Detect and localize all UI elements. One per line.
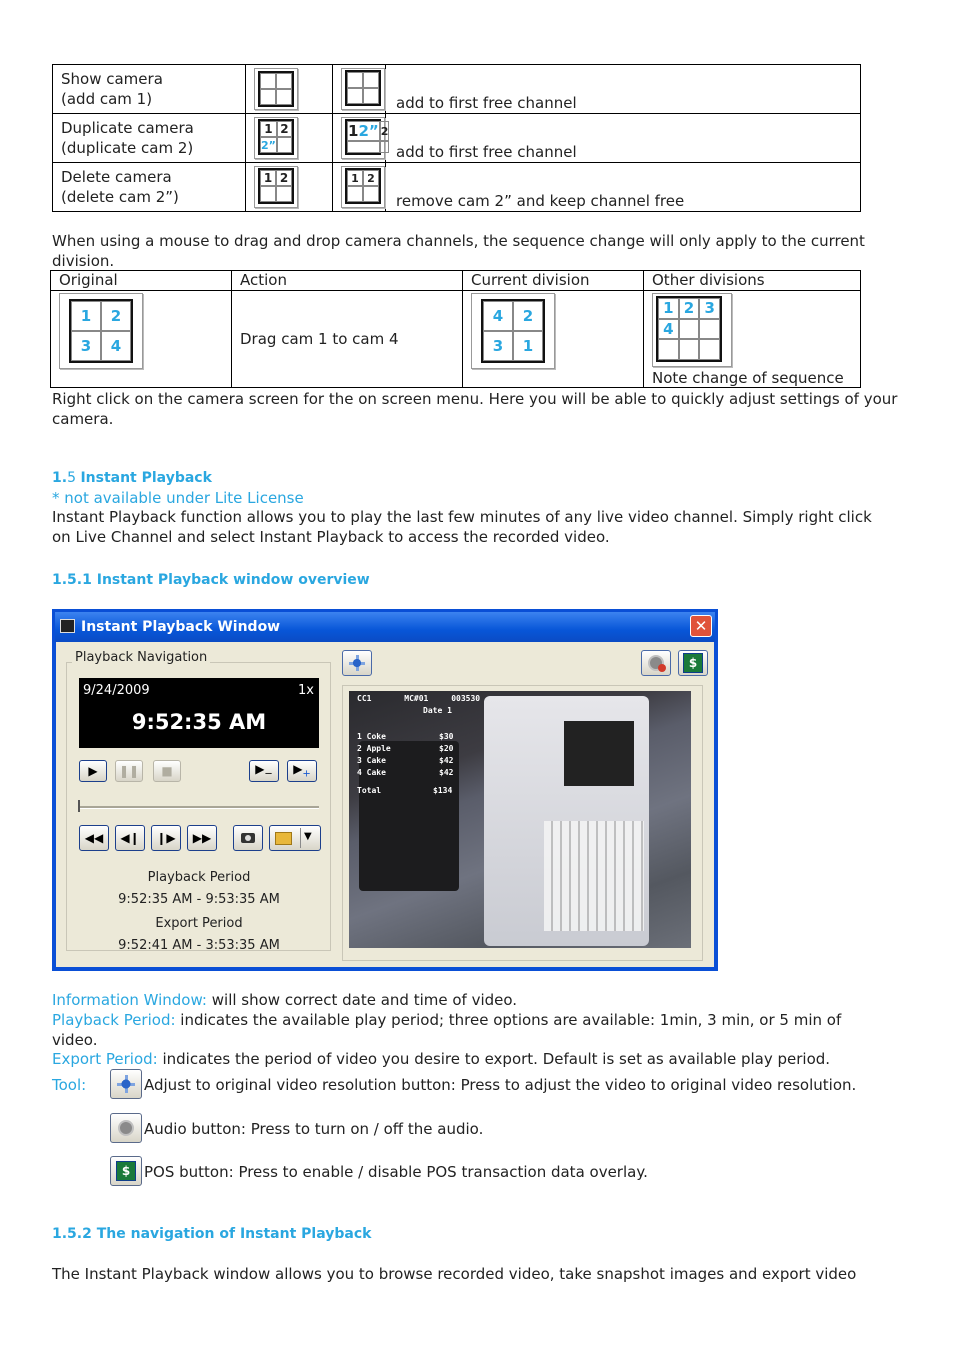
fast-rewind-icon: ◀◀ [84,831,104,845]
section-heading [52,468,212,488]
overlay-item [357,755,517,767]
overlay-item [357,767,517,779]
col-header: Other divisions [644,271,861,291]
overlay-item-price: $20 [439,744,454,753]
tool-desc: Adjust to original video resolution button: Press to adjust the video to original video resolution. [144,1076,857,1094]
grid-cell: 1 [658,298,679,319]
overlay-total: $134 [433,786,453,795]
playback-slider[interactable] [79,806,319,809]
overlay-item-name: 2 Apple [357,744,391,753]
delete-grid-after [345,168,381,204]
row-note: add to first free channel [396,143,577,161]
grid-cell: 1 [260,170,276,186]
subsection-heading: 1.5.1 Instant Playback window overview [52,572,370,588]
snapshot-button[interactable] [233,825,263,851]
window-title: Instant Playback Window [81,619,281,635]
overlay-item-price: $42 [439,768,454,777]
grid-cell: 4 [658,319,679,340]
tool-desc: Audio button: Press to turn on / off the audio. [144,1120,484,1138]
terminal-keypad [544,821,644,931]
dropdown-divider [300,828,301,848]
current-division-grid [481,299,545,363]
drag-action: Drag cam 1 to cam 4 [232,291,463,388]
stop-button[interactable] [153,760,181,782]
tool-audio-icon-sample [110,1113,142,1143]
info-window-desc [52,990,517,1010]
overlay-header: CC1 [357,694,372,703]
tool-resolution-icon-sample [110,1069,142,1099]
drag-sequence-table [50,270,861,388]
playback-period-desc [52,1010,882,1050]
info-date: 9/24/2009 [83,683,150,698]
tool-label: Tool: [52,1076,87,1094]
grid-cell: 4 [483,301,513,331]
original-resolution-button[interactable] [342,650,372,676]
grid-cell: 2 [380,121,390,141]
desc-label: Information Window: [52,991,207,1009]
col-header: Current division [463,271,644,291]
grid-cell: 3 [71,331,101,361]
section-body: Instant Playback function allows you to play the last few minutes of any live video channel. Simply right click on Live Channel and select Instant Playback to access the recorded video. [52,508,872,546]
grid-cell: 2 [101,301,131,331]
resolution-icon [349,655,365,671]
frame-back-icon: ◀❙ [120,831,140,845]
row-detail: (delete cam 2”) [61,188,179,206]
tool-pos-icon-sample [110,1156,142,1186]
delete-grid-before [258,168,294,204]
grid-cell: 2 [679,298,700,319]
window-body [56,642,714,967]
instant-playback-window [52,609,718,971]
step-back-button[interactable] [249,760,279,782]
desc-label: Playback Period: [52,1011,176,1029]
frame-forward-icon: ❙▶ [156,831,176,845]
row-detail: (duplicate cam 2) [61,139,194,157]
slider-handle[interactable] [78,800,80,812]
play-minus-icon: $▶_-$ [255,762,273,780]
frame-forward-button[interactable] [151,825,181,851]
grid-cell: 2 [513,301,543,331]
fast-rewind-button[interactable] [79,825,109,851]
audio-button[interactable] [641,650,671,676]
row-action: Show camera [61,70,163,88]
export-period-label: Export Period [155,916,243,931]
video-panel [342,685,703,961]
grid-cell: 1 [348,122,359,140]
overlay-item-name: 4 Cake [357,768,386,777]
app-icon [60,619,75,633]
audio-icon [118,1120,134,1136]
col-header: Original [51,271,232,291]
pos-dollar-icon: $ [116,1161,136,1181]
overlay-item-name: 3 Cake [357,756,386,765]
step-forward-button[interactable] [287,760,317,782]
grid-cell: 3 [483,331,513,361]
overlay-header: 003530 [451,694,481,703]
desc-text: indicates the available play period; three options are available: 1min, 3 min, or 5 min of video. [52,1011,842,1049]
row-note: remove cam 2” and keep channel free [396,192,685,210]
window-titlebar[interactable] [55,612,715,642]
grid-cell: 2” [358,122,379,140]
info-time: 9:52:35 AM [131,710,267,734]
info-speed: 1x [298,683,314,698]
pause-button[interactable] [115,760,143,782]
subsection-heading: 1.5.2 The navigation of Instant Playback [52,1226,372,1242]
license-note: * not available under Lite License [52,489,304,507]
overlay-date: Date 1 [423,706,452,715]
col-header: Action [232,271,463,291]
other-divisions-grid [656,296,722,362]
close-button[interactable] [690,615,712,637]
pause-icon: ❚❚ [118,764,140,778]
export-button[interactable] [269,825,321,851]
overlay-item-name: 1 Coke [357,732,386,741]
row-detail: (add cam 1) [61,90,153,108]
grid-cell: 1 [513,331,543,361]
grid-cell: 2 [363,170,379,186]
overlay-item [357,731,517,743]
overlay-item-price: $30 [439,732,454,741]
play-plus-icon: $▶_+$ [293,762,311,780]
play-button[interactable] [79,760,107,782]
frame-back-button[interactable] [115,825,145,851]
information-window [79,678,319,748]
export-period-desc [52,1049,902,1069]
row-note: add to first free channel [396,94,577,112]
other-divisions-note: Note change of sequence [652,369,844,387]
row-action: Duplicate camera [61,119,194,137]
playback-period-value: 9:52:35 AM - 9:53:35 AM [118,892,280,907]
section-title: Instant Playback [80,470,212,486]
desc-text: will show correct date and time of video. [206,991,518,1009]
grid-cell: 2” [261,138,276,152]
close-icon: ✕ [694,617,708,635]
grid-cell: 1 [347,170,363,186]
grid-cell: 1 [71,301,101,331]
empty-grid-after [345,70,381,106]
desc-text: indicates the period of video you desire to export. Default is set as available play period. [157,1050,831,1068]
terminal-display [564,721,634,786]
playback-period-label: Playback Period [147,870,251,885]
overlay-header: MC#01 [404,694,429,703]
stop-icon: ■ [161,764,173,778]
tool-desc: POS button: Press to enable / disable POS transaction data overlay. [144,1163,648,1181]
fast-forward-button[interactable] [187,825,217,851]
section-number-suffix: 5 [67,470,76,486]
empty-grid-before [258,71,294,107]
drag-note: When using a mouse to drag and drop camera channels, the sequence change will only apply to the current division. [52,232,865,270]
group-label: Playback Navigation [72,650,210,665]
play-icon: ▶ [88,764,98,778]
folder-export-icon [275,832,292,845]
grid-cell: 2 [277,121,292,137]
overlay-item [357,743,517,755]
pos-overlay [357,693,517,797]
duplicate-grid-before [258,119,294,155]
right-click-note: Right click on the camera screen for the on screen menu. Here you will be able to quickly adjust settings of your camera. [52,390,898,428]
grid-cell: 3 [699,298,720,319]
grid-cell: 2 [276,170,292,186]
resolution-icon [117,1075,135,1093]
original-grid [69,299,133,363]
pos-button[interactable] [678,650,708,676]
camera-operations-table [52,64,861,212]
pos-dollar-icon: $ [683,653,703,673]
video-display[interactable] [349,691,691,948]
section-body: The Instant Playback window allows you to browse recorded video, take snapshot images and export video [52,1265,857,1283]
fast-forward-icon: ▶▶ [192,831,212,845]
duplicate-grid-after [345,119,389,155]
grid-cell: 1 [260,121,277,137]
overlay-total-label: Total [357,786,382,795]
section-number-prefix: 1. [52,470,68,486]
camera-icon [241,833,255,843]
chevron-down-icon: ▼ [304,831,312,842]
audio-icon [648,655,664,671]
overlay-item-price: $42 [439,756,454,765]
export-period-value: 9:52:41 AM - 3:53:35 AM [118,938,280,953]
grid-cell: 4 [101,331,131,361]
desc-label: Export Period: [52,1050,158,1068]
row-action: Delete camera [61,168,172,186]
